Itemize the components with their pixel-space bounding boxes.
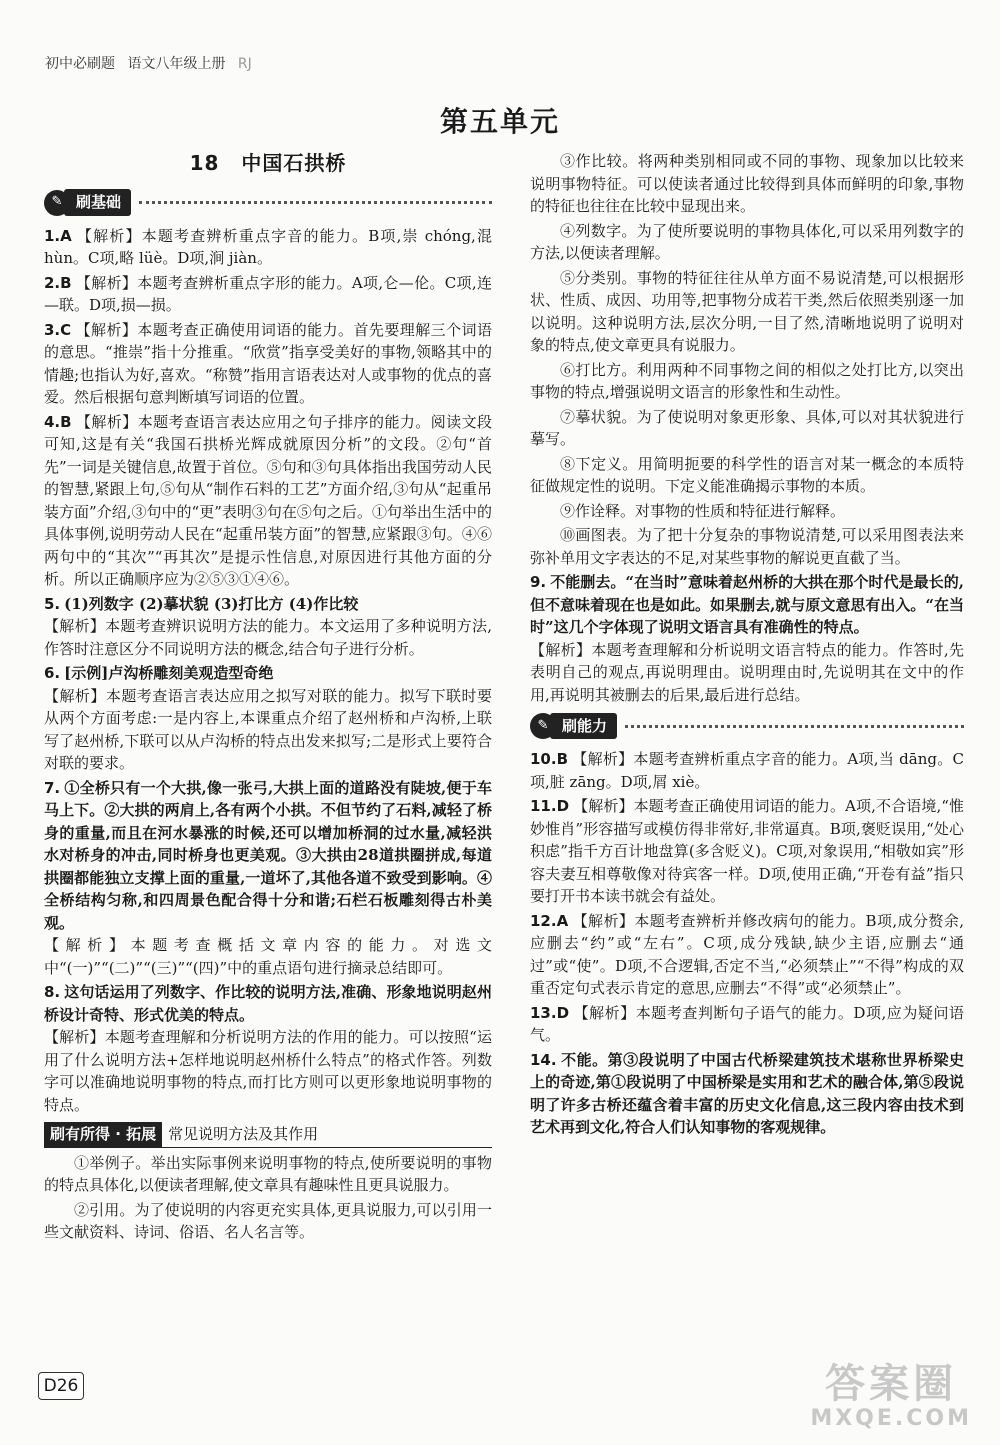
question-number: 3.C [44, 320, 72, 339]
answer-item-13 [530, 1002, 964, 1047]
answer-item-8 [44, 981, 492, 1116]
question-number: 4.B [44, 412, 72, 431]
method-paragraph: ⑤分类别。事物的特征往往从单方面不易说清楚,可以根据形状、性质、成因、功用等,把事物分成若干类,然后依照类别逐一加以说明。这种说明方法,层次分明,一目了然,清晰地说明了说明对象的特点,使文章更具有说服力。 [530, 268, 964, 354]
question-number: 1.A [44, 226, 72, 245]
explanation: 【解析】本题考查辨识说明方法的能力。本文运用了多种说明方法,作答时注意区分不同说明方法的概念,结合句子进行分析。 [44, 617, 492, 658]
section-label-basic: 刷基础 [64, 189, 131, 216]
explanation: 【解析】本题考查辨析重点字音的能力。B项,崇 chóng,混 hùn。C项,略 lüè。D项,涧 jiàn。 [44, 226, 492, 267]
watermark-url: MXQE.COM [810, 1406, 972, 1431]
method-paragraph: ③作比较。将两种类别相同或不同的事物、现象加以比较来说明事物特征。可以使读者通过比较得到具体而鲜明的印象,事物的特征也往往在比较中显现出来。 [530, 152, 964, 215]
answer-item-3 [44, 319, 492, 409]
answer-text: 不能删去。“在当时”意味着赵州桥的大拱在那个时代是最长的,但不意味着现在也是如此。如果删去,就与原文意思有出入。“在当时”这几个字体现了说明文语言具有准确性的特点。 [530, 573, 964, 636]
answer-item-6 [44, 662, 492, 775]
question-number: 12.A [530, 911, 569, 930]
running-header [45, 53, 260, 73]
method-paragraph: ⑨作诠释。对事物的性质和特征进行解释。 [560, 501, 846, 520]
method-paragraph: ⑦摹状貌。为了使说明对象更形象、具体,可以对其状貌进行摹写。 [530, 407, 964, 448]
method-paragraph: ⑩画图表。为了把十分复杂的事物说清楚,可以采用图表法来弥补单用文字表达的不足,对某些事物的解说更直截了当。 [530, 526, 964, 567]
explanation: 【解析】本题考查语言表达应用之拟写对联的能力。拟写下联时要从两个方面考虑:一是内容上,本课重点介绍了赵州桥和卢沟桥,上联写了赵州桥,下联可以从卢沟桥的特点出发来拟写;二是形式上要符合对联的要求。 [44, 686, 492, 772]
question-number: 6. [44, 664, 61, 682]
answer-item-14 [530, 1049, 964, 1139]
unit-title: 第五单元 [439, 105, 560, 138]
explanation: 【解析】本题考查正确使用词语的能力。A项,不合语境,“惟妙惟肖”形容描写或模仿得非常好,非常逼真。B项,褒贬误用,“处心积虑”指千方百计地盘算(多含贬义)。C项,对象误用,“相敬如宾”形容夫妻互相尊敬像对待宾客一样。D项,使用正确,“开卷有益”指只要打开书本读书就会有益处。 [530, 797, 964, 905]
question-number: 8. [44, 983, 61, 1001]
lesson-title [44, 152, 492, 175]
answer-text: 这句话运用了列数字、作比较的说明方法,准确、形象地说明赵州桥设计奇特、形式优美的特点。 [44, 983, 492, 1024]
question-number: 13.D [530, 1003, 570, 1022]
answer-item-10 [530, 748, 964, 793]
answer-item-7 [44, 777, 492, 980]
subject-name: 语文八年级上册 [127, 56, 226, 72]
question-number: 7. [44, 778, 61, 797]
answer-item-5 [44, 593, 492, 661]
question-number: 14. [530, 1050, 557, 1069]
question-number: 10.B [530, 750, 569, 768]
left-column [44, 150, 492, 1246]
explanation: 【解析】本题考查辨析重点字形的能力。A项,仑—伦。C项,连—联。D项,损—损。 [44, 273, 492, 314]
lesson-number: 18 [189, 151, 220, 175]
explanation: 【解析】本题考查正确使用词语的能力。首先要理解三个词语的意思。“推崇”指十分推重。“欣赏”指享受美好的事物,领略其中的情趣;也指认为好,喜欢。“称赞”指用言语表达对人或事物的优点的喜爱。然后根据句意判断填写词语的位置。 [44, 320, 492, 406]
question-number: 9. [530, 573, 547, 591]
method-paragraph: ⑧下定义。用简明扼要的科学性的语言对某一概念的本质特征做规定性的说明。下定义能准确揭示事物的本质。 [530, 454, 964, 495]
dotted-divider [625, 725, 964, 728]
series-name: 初中必刷题 [45, 56, 115, 72]
answer-text: ①全桥只有一个大拱,像一张弓,大拱上面的道路没有陡坡,便于车马上下。②大拱的两肩上,各有两个小拱。不但节约了石料,减轻了桥身的重量,而且在河水暴涨的时候,还可以增加桥洞的过水量,减轻洪水对桥身的冲击,同时桥身也更美观。③大拱由28道拱圈拼成,每道拱圈都能独立支撑上面的重量,一道坏了,其他各道不致受到影响。④全桥结构匀称,和四周景色配合得十分和谐;石栏石板雕刻得古朴美观。 [44, 778, 492, 932]
answer-item-2 [44, 272, 492, 317]
explanation: 【解析】本题考查理解和分析说明方法的作用的能力。可以按照“运用了什么说明方法+怎样地说明赵州桥什么特点”的格式作答。列数字可以准确地说明事物的特点,而打比方则可以更形象地说明事物的特点。 [44, 1028, 492, 1114]
explanation: 【解析】本题考查概括文章内容的能力。对选文中“(一)”“(二)”“(三)”“(四)”中的重点语句进行摘录总结即可。 [44, 936, 492, 977]
method-paragraph: ②引用。为了使说明的内容更充实具体,更具说服力,可以引用一些文献资料、诗词、俗语、名人名言等。 [44, 1200, 492, 1241]
explanation: 【解析】本题考查辨析并修改病句的能力。B项,成分赘余,应删去“约”或“左右”。C项,成分残缺,缺少主语,应删去“通过”或“使”。D项,不合逻辑,否定不当,“必须禁止”“不得”构成的双重否定句式表示肯定的意思,应删去“不得”或“必须禁止”。 [530, 911, 964, 997]
explanation: 【解析】本题考查判断句子语气的能力。D项,应为疑问语气。 [530, 1003, 964, 1044]
pencil-icon: ✎ [530, 713, 556, 739]
extension-banner [44, 1122, 492, 1148]
answer-text: (1)列数字 (2)摹状貌 (3)打比方 (4)作比较 [64, 594, 359, 613]
watermark [810, 1362, 972, 1431]
lesson-name: 中国石拱桥 [241, 151, 347, 175]
answer-item-1 [44, 225, 492, 270]
section-banner-ability [530, 712, 964, 740]
extension-subtitle: 常见说明方法及其作用 [168, 1125, 319, 1143]
answer-text: [示例]卢沟桥雕刻美观造型奇绝 [64, 664, 274, 682]
explanation: 【解析】本题考查辨析重点字音的能力。A项,当 dāng。C项,脏 zāng。D项,屑 xiè。 [530, 750, 964, 791]
explanation: 【解析】本题考查语言表达应用之句子排序的能力。阅读文段可知,这是有关“我国石拱桥光辉成就原因分析”的文段。②句“首先”一词是关键信息,故置于首位。⑤句和③句具体指出我国劳动人民的智慧,紧跟上句,⑤句从“制作石料的工艺”方面介绍,③句从“起重吊装方面”介绍,③句中的“更”表明③句在⑤句之后。①句举出生活中的具体事例,说明劳动人民在“起重吊装方面”的智慧,应紧跟③句。④⑥两句中的“其次”“再其次”是提示性信息,对原因进行其他方面的分析。所以正确顺序应为②⑤③①④⑥。 [44, 412, 492, 588]
answer-text: 不能。第③段说明了中国古代桥梁建筑技术堪称世界桥梁史上的奇迹,第①段说明了中国桥梁是实用和艺术的融合体,第⑤段说明了许多古桥还蕴含着丰富的历史文化信息,这三段内容由技术到艺术再到文化,符合人们认知事物的客观规律。 [530, 1050, 964, 1136]
question-number: 2.B [44, 273, 72, 292]
answer-item-9 [530, 571, 964, 706]
section-label-ability: 刷能力 [550, 713, 617, 740]
extension-tag: 刷有所得 · 拓展 [44, 1122, 162, 1147]
question-number: 5. [44, 594, 61, 613]
dotted-divider [139, 201, 492, 204]
edition-mark: RJ [237, 56, 252, 72]
right-column [530, 150, 964, 1141]
question-number: 11.D [530, 797, 570, 815]
answer-item-11 [530, 795, 964, 908]
explanation: 【解析】本题考查理解和分析说明文语言特点的能力。作答时,先表明自己的观点,再说明理由。说明理由时,先说明其在文中的作用,再说明其被删去的后果,最后进行总结。 [530, 640, 964, 704]
page-number: D26 [38, 1372, 84, 1400]
method-paragraph: ⑥打比方。利用两种不同事物之间的相似之处打比方,以突出事物的特点,增强说明文语言的形象性和生动性。 [530, 360, 964, 401]
watermark-text: 答案圈 [825, 1361, 958, 1407]
method-paragraph: ④列数字。为了使所要说明的事物具体化,可以采用列数字的方法,以便读者理解。 [530, 221, 964, 262]
answer-item-12 [530, 910, 964, 1000]
method-paragraph: ①举例子。举出实际事例来说明事物的特点,使所要说明的事物的特点具体化,以便读者理解,使文章具有趣味性且更具说服力。 [44, 1153, 492, 1194]
pencil-icon: ✎ [44, 190, 70, 216]
answer-item-4 [44, 411, 492, 591]
section-banner-basic [44, 189, 492, 217]
